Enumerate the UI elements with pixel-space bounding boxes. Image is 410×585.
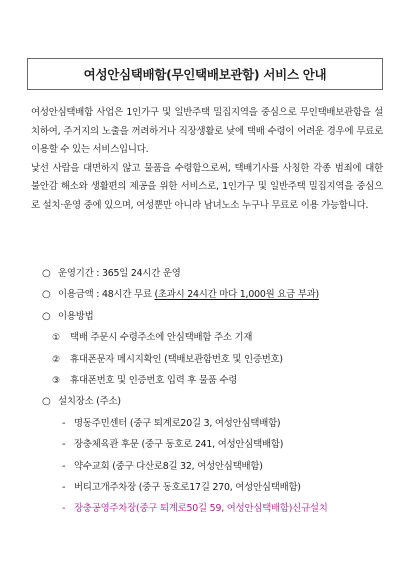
fee-overtime-note: (초과시 24시간 마다 1,000원 요금 부과) xyxy=(154,289,319,301)
usage-method-item xyxy=(42,306,392,327)
usage-step-text: 택배 주문시 수령주소에 안심택배함 주소 기재 xyxy=(70,332,253,344)
intro-paragraph-2: 낯선 사람을 대면하지 않고 물품을 수령함으로써, 택배기사를 사칭한 각종 범죄에 대한 불안감 해소와 생활편의 제공을 위한 서비스로, 1인가구 및 일반주택 밀집지역을 중심으로 설치·운영 중에 있으며, 여성뿐만 아니라 남녀노소 누구나 무료로 이용 가능합니다. xyxy=(31,162,383,211)
circle-bullet-icon: ○ xyxy=(42,268,51,279)
location-entry-new xyxy=(42,498,392,519)
dash-bullet-icon: - xyxy=(62,481,66,493)
location-text: 버티고개주차장 (중구 동호로17길 270, 여성안심택배함) xyxy=(74,481,301,493)
dash-bullet-icon: - xyxy=(62,417,66,429)
step-number-icon: ③ xyxy=(52,375,60,386)
locations-heading: 설치장소 (주소) xyxy=(58,396,121,408)
location-entry xyxy=(42,413,392,434)
step-number-icon: ① xyxy=(52,333,60,344)
step-number-icon: ② xyxy=(52,354,60,365)
circle-bullet-icon: ○ xyxy=(42,310,51,322)
location-text: 명동주민센터 (중구 퇴계로20길 3, 여성안심택배함) xyxy=(74,417,281,429)
usage-step xyxy=(42,349,392,370)
location-entry xyxy=(42,456,392,477)
intro-paragraph-1: 여성안심택배함 사업은 1인가구 및 일반주택 밀집지역을 중심으로 무인택배보관함을 설치하여, 주거지의 노출을 꺼려하거나 직장생활로 낮에 택배 수령이 어려운 경우에 무료로 이용할 수 있는 서비스입니다. xyxy=(31,107,383,156)
usage-step-text: 휴대폰문자 메시지확인 (택배보관함번호 및 인증번호) xyxy=(70,353,283,365)
usage-step-text: 휴대폰번호 및 인증번호 입력 후 물품 수령 xyxy=(70,374,238,386)
circle-bullet-icon: ○ xyxy=(42,289,51,301)
fee-text: 이용금액 : 48시간 무료 xyxy=(58,289,155,301)
dash-bullet-icon: - xyxy=(62,439,66,451)
location-text: 장충체육관 후문 (중구 동호로 241, 여성안심택배함) xyxy=(74,439,284,451)
location-text-new: 장충공영주차장(중구 퇴계로50길 59, 여성안심택배함)신규설치 xyxy=(74,503,328,515)
dash-bullet-icon: - xyxy=(62,503,66,515)
locations-item xyxy=(42,391,392,412)
usage-method-heading: 이용방법 xyxy=(58,310,94,322)
usage-step xyxy=(42,327,392,348)
operating-hours-item xyxy=(42,263,392,284)
location-entry xyxy=(42,477,392,498)
location-entry xyxy=(42,434,392,455)
fee-item xyxy=(42,284,392,305)
circle-bullet-icon: ○ xyxy=(42,396,51,408)
usage-step xyxy=(42,370,392,391)
page-title-text: 여성안심택배함(무인택배보관함) 서비스 안내 xyxy=(83,67,327,82)
intro-section xyxy=(31,104,383,216)
location-text: 약수교회 (중구 다산로8길 32, 여성안심택배함) xyxy=(74,460,263,472)
operating-hours-text: 운영기간 : 365일 24시간 운영 xyxy=(58,268,181,279)
page-title xyxy=(27,58,383,90)
dash-bullet-icon: - xyxy=(62,460,66,472)
service-details xyxy=(42,263,392,520)
